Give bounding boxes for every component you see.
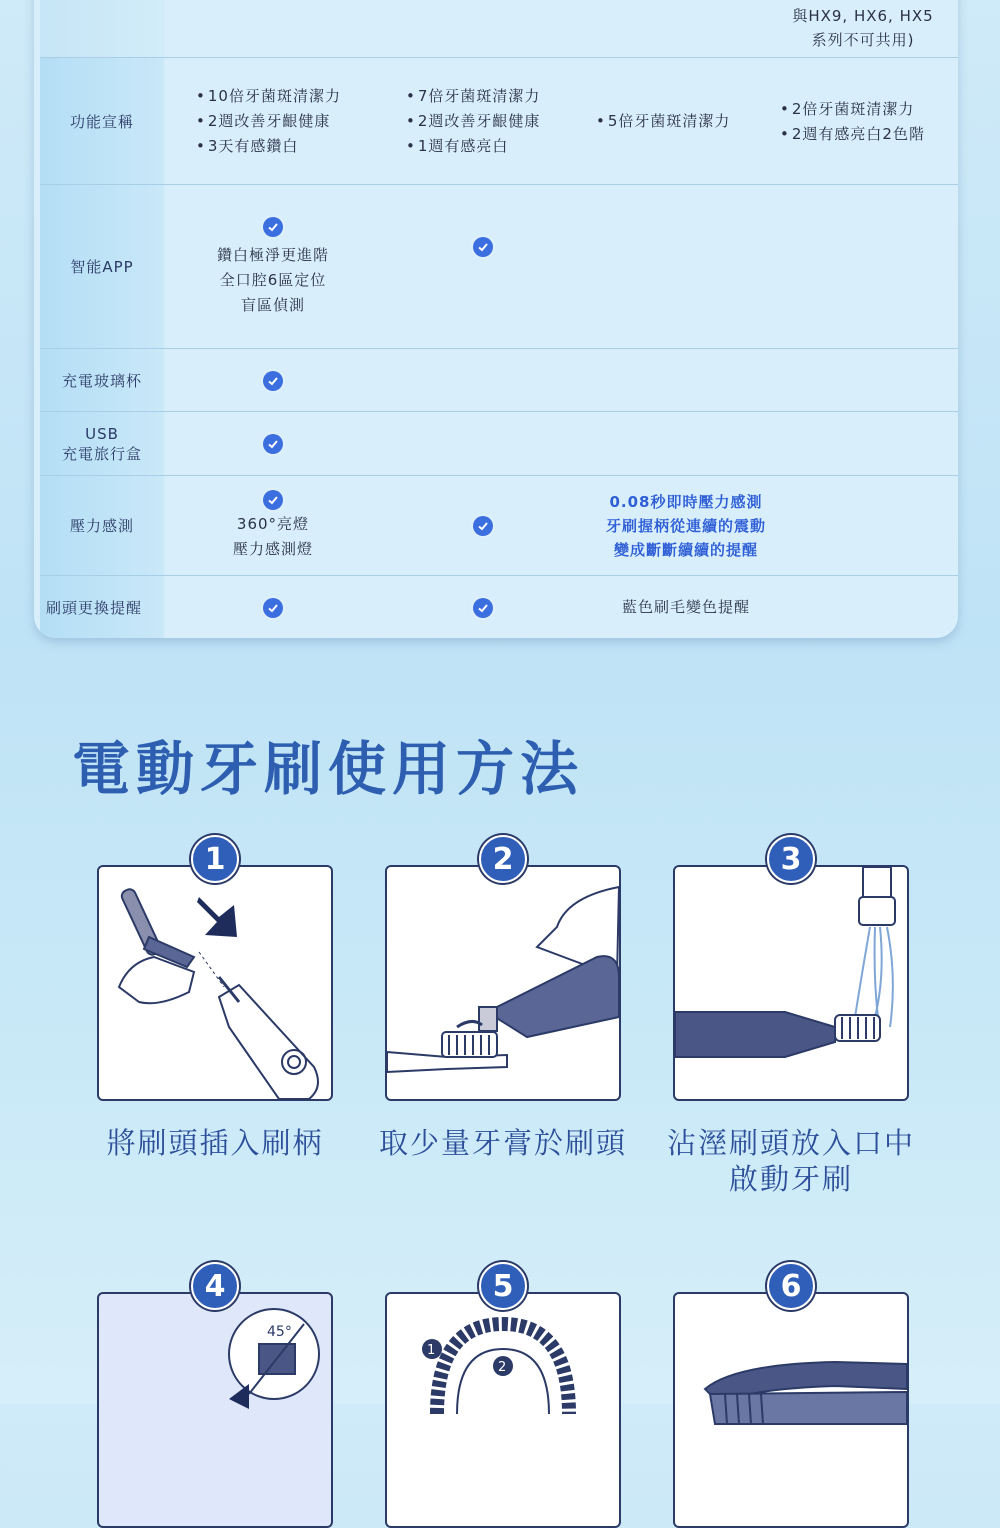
claims-c3 (596, 58, 768, 185)
app-feature: 鑽白極淨更進階 (216, 245, 329, 264)
toothpaste-icon (387, 867, 619, 1099)
check-icon (473, 598, 493, 618)
step-number: 4 (191, 1262, 239, 1310)
step-number: 1 (191, 835, 239, 883)
check-icon (473, 516, 493, 536)
step-illustration (97, 865, 333, 1101)
pressure-c1 (168, 476, 378, 576)
row-label-usb (40, 412, 164, 476)
row-label: 功能宣稱 (40, 58, 164, 185)
row-label-empty (40, 0, 164, 57)
table-row-claims (40, 57, 958, 185)
table-row-app (40, 184, 958, 349)
claim-item: • 2倍牙菌斑清潔力 (780, 97, 914, 122)
replace-c1 (168, 576, 378, 638)
step-illustration (97, 1292, 333, 1528)
claim-item: • 3天有感鑽白 (196, 134, 298, 159)
table-row-usb (40, 411, 958, 476)
step-caption-line: 啟動牙刷 (728, 1162, 853, 1196)
angle-badge: 45° (267, 1324, 292, 1340)
check-icon (263, 217, 283, 237)
claim-item: • 2週改善牙齦健康 (196, 109, 330, 134)
brush-head-icon (675, 1294, 907, 1526)
step-number: 5 (479, 1262, 527, 1310)
row-label: 刷頭更換提醒 (40, 576, 164, 638)
row-label: 壓力感測 (40, 476, 164, 576)
claims-c4 (780, 58, 958, 185)
step-illustration (673, 865, 909, 1101)
row-label-line: USB (85, 425, 119, 443)
claim-item: • 2週有感亮白2色階 (780, 122, 925, 147)
claim-item: • 1週有感亮白 (406, 134, 508, 159)
app-feature: 盲區偵測 (240, 295, 305, 314)
comparison-table (34, 0, 958, 638)
step-illustration (385, 1292, 621, 1528)
replace-c2 (378, 576, 588, 638)
compat-line-2: 系列不可共用) (811, 30, 915, 49)
step-illustration (385, 865, 621, 1101)
claim-item: • 7倍牙菌斑清潔力 (406, 84, 540, 109)
pressure-hl-line: 0.08秒即時壓力感測 (609, 493, 763, 511)
step-number: 3 (767, 835, 815, 883)
check-icon (263, 434, 283, 454)
glass-c1 (168, 349, 378, 412)
pressure-text: 360°亮燈 (236, 515, 310, 533)
teeth-arch-icon (387, 1294, 619, 1526)
app-c2 (378, 185, 588, 349)
faucet-icon (675, 867, 907, 1099)
replace-c3 (588, 576, 784, 638)
step-number: 6 (767, 1262, 815, 1310)
claims-c1 (168, 58, 378, 185)
claim-item: • 2週改善牙齦健康 (406, 109, 540, 134)
toothbrush-icon (99, 867, 331, 1099)
compat-line-1: 與HX9, HX6, HX5 (792, 6, 934, 25)
check-icon (263, 371, 283, 391)
pressure-text: 壓力感測燈 (232, 540, 313, 558)
check-icon (473, 237, 493, 257)
usage-title: 電動牙刷使用方法 (72, 735, 585, 803)
step-caption (653, 1125, 929, 1197)
step-number: 2 (479, 835, 527, 883)
check-icon (263, 598, 283, 618)
marker-1: 1 (427, 1343, 436, 1358)
angle-icon (99, 1294, 331, 1526)
row-label: 充電玻璃杯 (40, 349, 164, 412)
table-row-replace (40, 575, 958, 638)
claim-item: • 10倍牙菌斑清潔力 (196, 84, 341, 109)
step-caption: 將刷頭插入刷柄 (106, 1126, 324, 1160)
claim-item: • 5倍牙菌斑清潔力 (596, 109, 730, 134)
table-row-pressure (40, 475, 958, 576)
check-icon (263, 490, 283, 510)
replace-text: 藍色刷毛變色提醒 (621, 598, 750, 616)
claims-c2 (378, 58, 588, 185)
usb-c1 (168, 412, 378, 476)
pressure-highlight (588, 476, 784, 576)
compat-note (768, 0, 958, 57)
row-label: 智能APP (40, 185, 164, 349)
pressure-hl-line: 變成斷斷續續的提醒 (613, 541, 758, 559)
step-caption-line: 沾溼刷頭放入口中 (666, 1126, 915, 1160)
pressure-c2 (378, 476, 588, 576)
step-caption: 取少量牙膏於刷頭 (378, 1126, 627, 1160)
app-feature: 全口腔6區定位 (219, 270, 327, 289)
step-illustration (673, 1292, 909, 1528)
marker-2: 2 (498, 1360, 507, 1375)
table-row-glass (40, 348, 958, 412)
row-label-line: 充電旅行盒 (61, 445, 142, 463)
pressure-hl-line: 牙刷握柄從連續的震動 (605, 517, 766, 535)
app-c1 (168, 185, 378, 349)
table-row (40, 0, 958, 57)
